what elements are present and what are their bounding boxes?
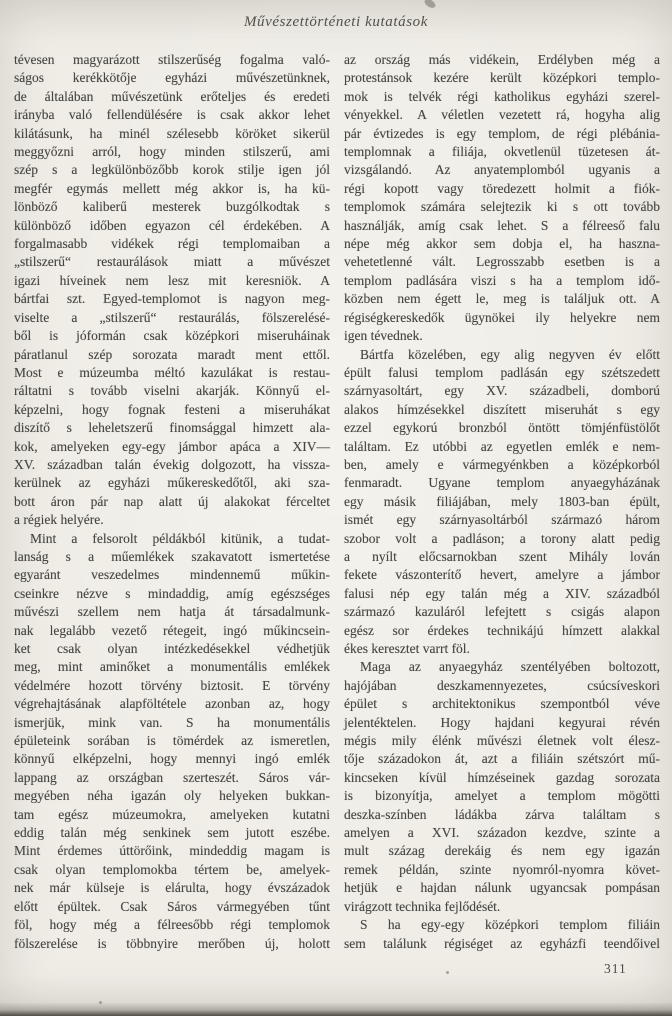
text-line: hajójában deszkamennyezetes, csúcsíveskori: [344, 677, 660, 693]
text-line: deszka-színben ládákba zárva találtam s: [344, 806, 660, 822]
text-line: XV. században talán évekig dolgozott, ha vissza-: [14, 456, 330, 472]
text-line: kerülnek az egyházi műkereskedőtől, aki sza-: [14, 475, 330, 491]
text-line: épület s architektonikus szempontból véve: [344, 696, 660, 712]
text-line: régiségkereskedők ügynökei ily helyekre nem: [344, 309, 660, 325]
text-line: egyaránt veszedelmes mindennemű műkin-: [14, 567, 330, 583]
text-line: nek már külseje is elárulta, hogy évszázadok: [14, 880, 330, 896]
text-line: ezzel egykorú bronzból öntött tömjénfüstölőt: [344, 420, 660, 436]
text-line: mult százag derekáig és nem egy igazán: [344, 843, 660, 859]
text-line: templomnak a filiája, okvetlenül tüzetesen át-: [344, 144, 660, 160]
text-line: épült falusi templom padlásán egy szétszedett: [344, 364, 660, 380]
text-line: páratlanul szép sorozata maradt ment ettől.: [14, 346, 330, 362]
text-line: szép s a legkülönbözőbb korok stilje igen jól: [14, 162, 330, 178]
text-line: „stilszerű“ restaurálások miatt a művészet: [14, 254, 330, 270]
scan-artifact-mark: [423, 0, 437, 10]
text-line: régi kopott vagy töredezett holmit a fiók-: [344, 180, 660, 196]
text-line: irányba való fellendülésére is csak akkor lehet: [14, 107, 330, 123]
text-line: szárnyasoltárt, egy XV. századbeli, domború: [344, 383, 660, 399]
text-line: mok is telvék régi katholikus egyházi szerel-: [344, 88, 660, 104]
text-line: templomok számára selejtezik ki s ott tovább: [344, 199, 660, 215]
text-line: ben, amely e vármegyénkben a középkorból: [344, 456, 660, 472]
text-line: megfér egymás mellett még akkor is, ha kü-: [14, 180, 330, 196]
text-line: ket csak olyan intézkedésekkel védhetjük: [14, 641, 330, 656]
text-line: igen tévednek.: [344, 328, 423, 344]
text-line: védelmére hozott törvény biztosit. E törvény: [14, 677, 330, 693]
text-line: használják, amíg csak lehet. S a félreeső falu: [344, 217, 660, 233]
text-line: megyében néha igazán oly helyeken bukkan-: [14, 788, 330, 804]
text-line: ékes keresztet varrt föl.: [344, 641, 470, 656]
text-line: a nyílt előcsarnokban szent Mihály lován: [344, 548, 660, 564]
text-line: amelyen a XVI. századon kezdve, szinte a: [344, 825, 660, 841]
text-line: épületeink sorában is tömérdek az ismeretlen,: [14, 733, 330, 749]
text-line: művészi szellem nem hatja át társadalmunk-: [14, 604, 330, 620]
text-line: fekete vászonterítő hevert, amelyre a jámbor: [344, 567, 660, 583]
text-line: eddig talán még senkinek sem jutott eszébe.: [14, 825, 330, 841]
text-line: de általában művészetünk erőteljes és eredeti: [14, 88, 330, 104]
text-line: ből is jóformán csak középkori miseruháinak: [14, 328, 330, 344]
text-line: S ha egy-egy középkori templom filiáin: [360, 917, 660, 933]
text-line: egész sor érdekes technikájú hímzett alakkal: [344, 622, 660, 638]
text-line: tam egész múzeumokra, amelyeken kutatni: [14, 806, 330, 822]
text-line: tője századokon át, azt a filiáin szétszórt mű-: [344, 751, 660, 767]
text-line: diszítő s leheletszerű finomsággal himzett ala-: [14, 420, 330, 436]
text-line: vehetetlenné vált. Legrosszabb esetben is a: [344, 254, 660, 270]
text-line: vizsgálandó. Az anyatemplomból ugyanis a: [344, 162, 660, 178]
text-line: ismét egy szárnyasoltárból származó három: [344, 512, 660, 528]
text-line: egy másik filiájában, mely 1803-ban épült,: [344, 493, 660, 509]
text-line: nak legalább vezető rétegeit, ingó műkincsein-: [14, 622, 330, 638]
text-line: Most e múzeumba méltó kazulákat is restau-: [14, 364, 330, 380]
text-line: fenmaradt. Ugyane templom anyaegyházának: [344, 475, 660, 491]
text-line: meg, mint aminőket a monumentális emlékek: [14, 659, 330, 675]
text-line: könnyű elképzelni, hogy mennyi ingó emlék: [14, 751, 330, 767]
text-line: mégis mily élénk művészi életnek volt élesz-: [344, 733, 660, 749]
text-line: Mint a felsorolt példákból kitünik, a tudat-: [30, 530, 330, 546]
text-line: templom padlására viszi s ha a templom idő-: [344, 272, 660, 288]
text-line: végrehajtásának alapföltétele azonban az, hogy: [14, 696, 330, 712]
text-line: cseinkre nézve s mindaddig, amíg egészséges: [14, 585, 330, 601]
text-line: képzelni, hogy fognak festeni a miseruhákat: [14, 401, 330, 417]
text-line: az ország más vidékein, Erdélyben még a: [344, 52, 660, 67]
text-line: közben nem égett le, meg is találjuk ott. A: [344, 291, 660, 307]
text-line: szobor volt a padláson; a torony alatt pedig: [344, 530, 660, 546]
text-line: kincseken kívül hímzéseinek gazdag sorozata: [344, 769, 660, 785]
text-line: remek példán, szinte nyomról-nyomra követ-: [344, 861, 660, 877]
text-line: bártfai szt. Egyed-templomot is nagyon meg-: [14, 291, 330, 307]
text-line: Mint érdemes úttörőink, mindeddig magam is: [14, 843, 330, 859]
text-line: származó kazuláról lefejtett s csigás alapon: [344, 604, 660, 620]
text-line: Bártfa közelében, egy alig negyven év előtt: [360, 346, 660, 362]
text-line: ráltatni s tovább viselni akarják. Könnyű el-: [14, 383, 330, 399]
text-line: bott áron pár nap alatt új alakokat férceltet: [14, 493, 330, 509]
text-line: alakos hímzésekkel diszített miseruhát s egy: [344, 401, 660, 417]
text-line: népe még akkor sem dobja el, ha haszna-: [344, 236, 660, 252]
text-line: csak olyan templomokba tértem be, amelyek-: [14, 861, 330, 877]
text-line: igazi híveinek nem lesz mit keresniök. A: [14, 272, 330, 288]
text-line: protestánsok kezére került középkori templo-: [344, 70, 660, 86]
text-line: föl, hogy még a félreesőbb régi templomok: [14, 917, 330, 933]
text-line: is bizonyítja, amelyet a templom mögötti: [344, 788, 660, 804]
running-head-title: Művészettörténeti kutatások: [243, 14, 429, 30]
text-line: lanság s a műemlékek szakavatott ismertetése: [14, 548, 330, 564]
text-line: különböző időben egyazon cél érdekében. A: [14, 217, 330, 233]
text-line: vényekkel. A véletlen vezetett rá, hogyha alig: [344, 107, 660, 123]
text-line: pár évtizedes is egy templom, de régi plébánia-: [344, 125, 660, 141]
text-columns: [14, 51, 660, 953]
text-line: ismerjük, mink van. S ha monumentális: [14, 714, 330, 730]
text-line: hetjük e hajdan nálunk ugyancsak pompásan: [344, 880, 660, 896]
text-line: jelentéktelen. Hogy hajdani kegyurai révén: [344, 714, 660, 730]
right-column: [344, 51, 660, 953]
text-line: falusi nép egy talán még a XIV. századból: [344, 585, 660, 601]
scan-edge-shadow: [0, 1002, 672, 1016]
text-line: lönböző kaliberű mesterek buzgólkodtak s: [14, 199, 330, 215]
text-line: ságos kerékkötője egyházi művészetünknek,: [14, 70, 330, 86]
text-line: tévesen magyarázott stilszerűség fogalma való-: [14, 52, 330, 67]
page-number: 311: [604, 961, 627, 976]
text-line: kok, amelyeken egy-egy jámbor apáca a XIV—: [14, 438, 330, 454]
text-line: sem találunk régiséget az egyházfi teendőivel: [344, 935, 660, 951]
text-line: fölszerelése is többnyire merőben új, holott: [14, 935, 330, 951]
text-line: virágzott technika fejlődését.: [344, 898, 501, 914]
text-line: lappang az országban szerteszét. Sáros vár-: [14, 769, 330, 785]
text-line: előtt épültek. Csak Sáros vármegyében tűnt: [14, 898, 330, 914]
text-line: kilátásunk, ha minél szélesebb köröket sikerül: [14, 125, 330, 141]
scan-speck: [446, 971, 449, 974]
text-line: meggyőzni arról, hogy minden stilszerű, ami: [14, 144, 330, 160]
text-line: a régiek helyére.: [14, 512, 104, 528]
text-line: forgalmasabb vidékek régi templomaiban a: [14, 236, 330, 252]
text-line: viselte a „stilszerű“ restaurálás, fölszerelésé-: [14, 309, 330, 325]
left-column: [14, 51, 330, 953]
text-line: találtam. Ez utóbbi az egyetlen emlék e nem-: [344, 438, 660, 454]
text-line: Maga az anyaegyház szentélyében boltozott,: [360, 659, 660, 675]
